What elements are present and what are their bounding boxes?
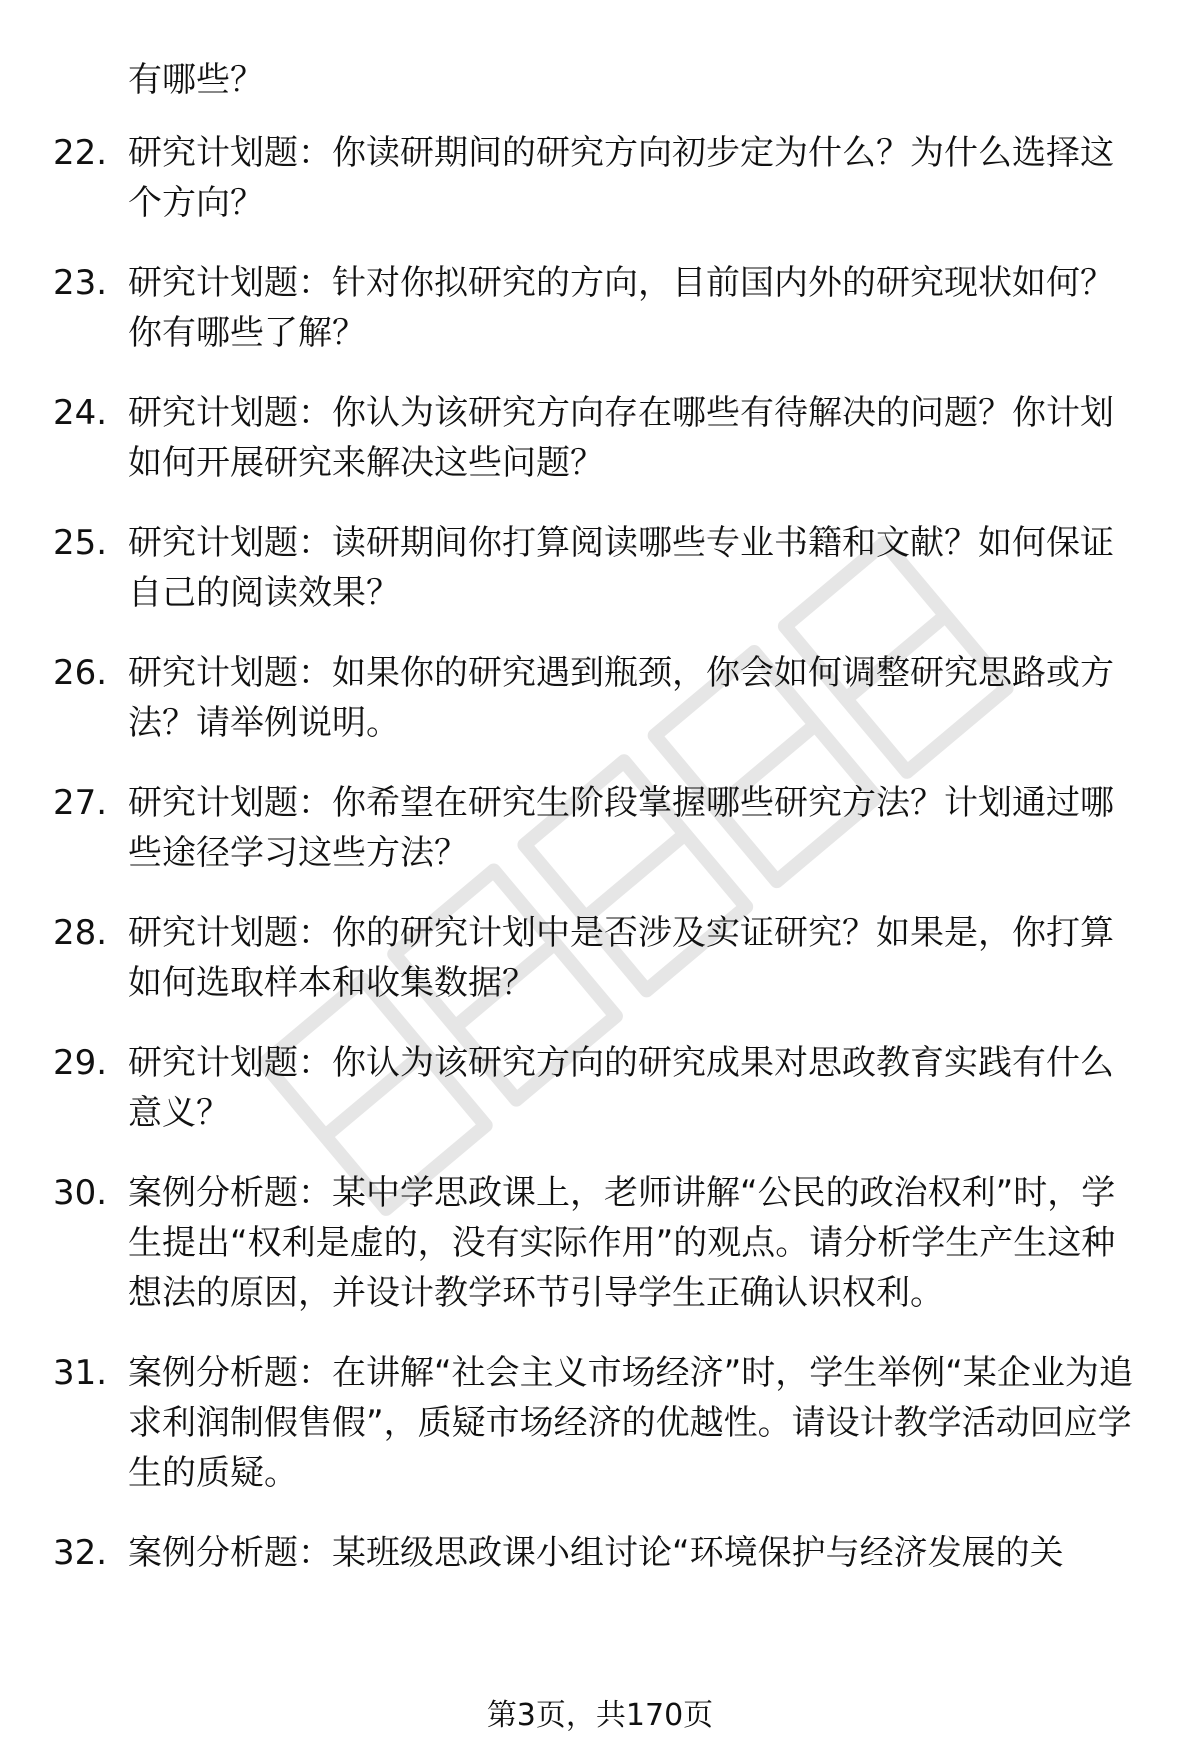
question-item bbox=[0, 1528, 1200, 1578]
question-item bbox=[0, 258, 1200, 358]
question-item bbox=[0, 1168, 1200, 1318]
question-number: 28. bbox=[53, 913, 108, 953]
question-item bbox=[0, 388, 1200, 488]
question-item bbox=[0, 778, 1200, 878]
question-text: 研究计划题：如果你的研究遇到瓶颈，你会如何调整研究思路或方法？请举例说明。 bbox=[128, 653, 1114, 743]
question-text: 研究计划题：你希望在研究生阶段掌握哪些研究方法？计划通过哪些途径学习这些方法？ bbox=[128, 783, 1114, 873]
question-text: 研究计划题：你认为该研究方向存在哪些有待解决的问题？你计划如何开展研究来解决这些问题？ bbox=[128, 393, 1114, 483]
page-footer: 第3页，共170页 bbox=[486, 1698, 714, 1733]
question-number: 29. bbox=[53, 1043, 108, 1083]
question-text: 研究计划题：读研期间你打算阅读哪些专业书籍和文献？如何保证自己的阅读效果？ bbox=[128, 523, 1114, 613]
question-text: 研究计划题：你读研期间的研究方向初步定为什么？为什么选择这个方向？ bbox=[128, 133, 1114, 223]
question-item bbox=[0, 1038, 1200, 1138]
question-number: 31. bbox=[53, 1353, 108, 1393]
question-number: 22. bbox=[53, 133, 108, 173]
question-number: 25. bbox=[53, 523, 108, 563]
question-number: 30. bbox=[53, 1173, 108, 1213]
question-number: 27. bbox=[53, 783, 108, 823]
question-list bbox=[0, 128, 1200, 1608]
question-text: 研究计划题：你认为该研究方向的研究成果对思政教育实践有什么意义？ bbox=[128, 1043, 1114, 1133]
question-number: 26. bbox=[53, 653, 108, 693]
question-item bbox=[0, 648, 1200, 748]
question-item bbox=[0, 908, 1200, 1008]
question-number: 24. bbox=[53, 393, 108, 433]
question-text: 案例分析题：某班级思政课小组讨论“环境保护与经济发展的关 bbox=[128, 1533, 1064, 1573]
question-item bbox=[0, 128, 1200, 228]
question-number: 32. bbox=[53, 1533, 108, 1573]
question-number: 23. bbox=[53, 263, 108, 303]
question-item bbox=[0, 1348, 1200, 1498]
continuation-line: 有哪些？ bbox=[128, 60, 264, 100]
question-text: 案例分析题：某中学思政课上，老师讲解“公民的政治权利”时，学生提出“权利是虚的，没有实际作用”的观点。请分析学生产生这种想法的原因，并设计教学环节引导学生正确认识权利。 bbox=[128, 1173, 1116, 1313]
question-text: 研究计划题：你的研究计划中是否涉及实证研究？如果是，你打算如何选取样本和收集数据？ bbox=[128, 913, 1114, 1003]
question-item bbox=[0, 518, 1200, 618]
question-text: 案例分析题：在讲解“社会主义市场经济”时，学生举例“某企业为追求利润制假售假”，质疑市场经济的优越性。请设计教学活动回应学生的质疑。 bbox=[128, 1353, 1133, 1493]
question-text: 研究计划题：针对你拟研究的方向，目前国内外的研究现状如何？你有哪些了解？ bbox=[128, 263, 1114, 353]
